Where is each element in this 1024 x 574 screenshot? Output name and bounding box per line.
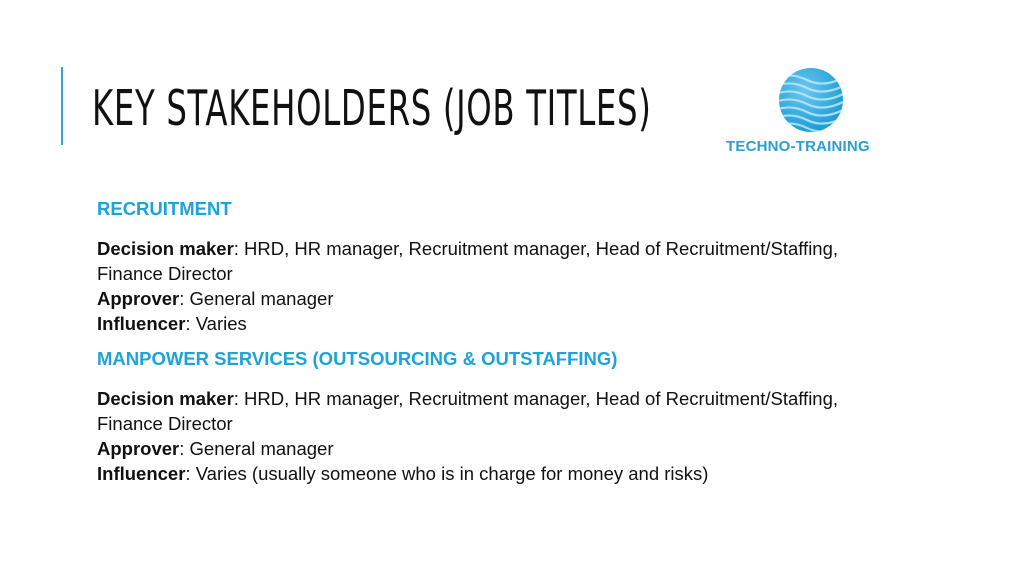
role-value: : General manager bbox=[179, 438, 334, 459]
stakeholder-line bbox=[97, 236, 897, 286]
logo-text: TECHNO-TRAINING bbox=[726, 138, 870, 155]
stakeholder-line bbox=[97, 386, 897, 436]
role-label: Influencer bbox=[97, 313, 186, 334]
stakeholder-list bbox=[97, 236, 897, 336]
role-label: Decision maker bbox=[97, 388, 234, 409]
role-label: Approver bbox=[97, 438, 180, 459]
stakeholder-line bbox=[97, 311, 897, 336]
section-recruitment bbox=[97, 196, 897, 336]
section-heading: RECRUITMENT bbox=[97, 198, 232, 219]
slide-content bbox=[97, 196, 897, 496]
techno-training-logo bbox=[720, 66, 900, 160]
stakeholder-line bbox=[97, 286, 897, 311]
role-value: : General manager bbox=[179, 288, 334, 309]
role-value: : Varies (usually someone who is in charge for money and risks) bbox=[185, 463, 709, 484]
role-value: : HRD, HR manager, Recruitment manager, Head of Recruitment/Staffing, Finance Director bbox=[97, 238, 839, 284]
role-label: Decision maker bbox=[97, 238, 234, 259]
stakeholder-line bbox=[97, 461, 897, 486]
title-accent-bar bbox=[61, 67, 63, 145]
globe-logo-icon bbox=[779, 68, 843, 132]
role-label: Influencer bbox=[97, 463, 186, 484]
role-value: : Varies bbox=[185, 313, 247, 334]
section-manpower-services bbox=[97, 346, 897, 486]
stakeholder-line bbox=[97, 436, 897, 461]
stakeholder-list bbox=[97, 386, 897, 486]
slide-title: KEY STAKEHOLDERS (JOB TITLES) bbox=[92, 80, 652, 137]
section-heading: MANPOWER SERVICES (OUTSOURCING & OUTSTAFFING) bbox=[97, 348, 618, 369]
role-label: Approver bbox=[97, 288, 180, 309]
role-value: : HRD, HR manager, Recruitment manager, Head of Recruitment/Staffing, Finance Director bbox=[97, 388, 839, 434]
